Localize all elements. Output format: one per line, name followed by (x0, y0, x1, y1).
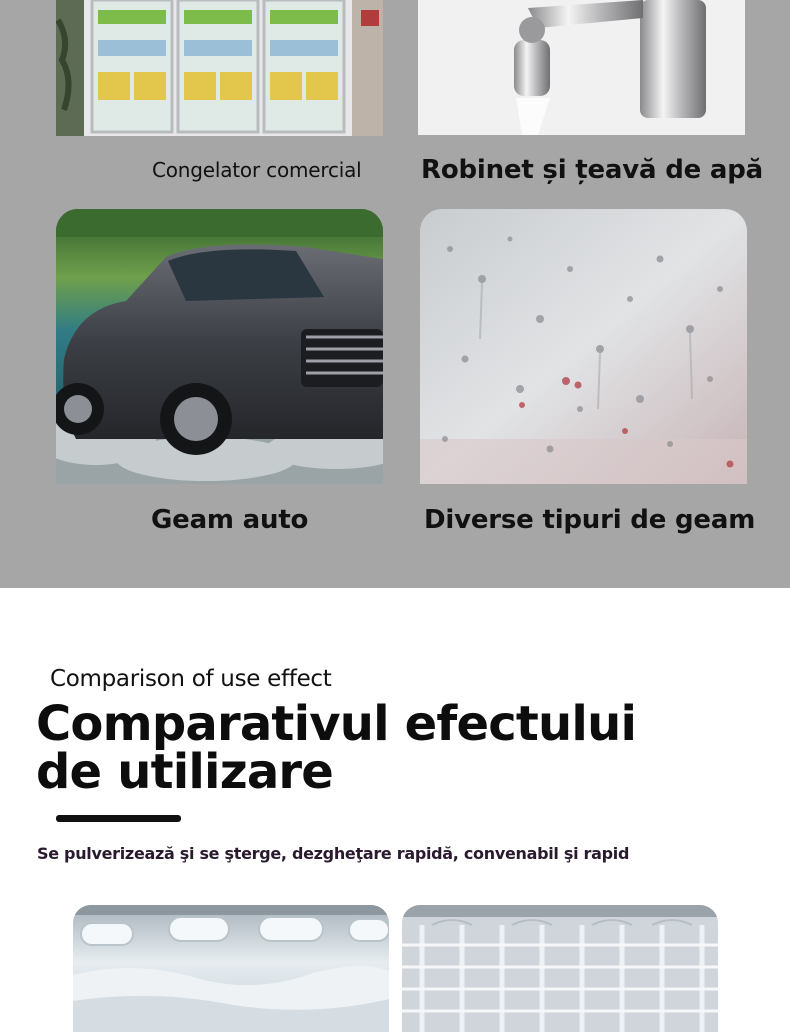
caption-faucet: Robinet și țeavă de apă (421, 155, 764, 185)
headline-line-1: Comparativul efectului (36, 696, 637, 752)
car-photo (56, 209, 383, 484)
headline-line-2: de utilizare (36, 744, 334, 800)
clean-freezer-after-photo (402, 905, 718, 1032)
iced-freezer-before-photo (73, 905, 389, 1032)
faucet-photo (418, 0, 745, 135)
caption-various-glass: Diverse tipuri de geam (424, 505, 756, 535)
comparison-section (0, 588, 790, 1032)
section-headline (36, 696, 637, 800)
headline-underline (56, 815, 181, 822)
foggy-glass-photo (420, 209, 747, 484)
section-subtitle: Se pulverizează şi se şterge, dezgheţare rapidă, convenabil şi rapid (37, 844, 630, 863)
section-eyebrow: Comparison of use effect (50, 666, 332, 692)
caption-car-window: Geam auto (151, 505, 309, 535)
commercial-freezer-photo (56, 0, 383, 136)
caption-commercial-freezer: Congelator comercial (152, 158, 362, 182)
